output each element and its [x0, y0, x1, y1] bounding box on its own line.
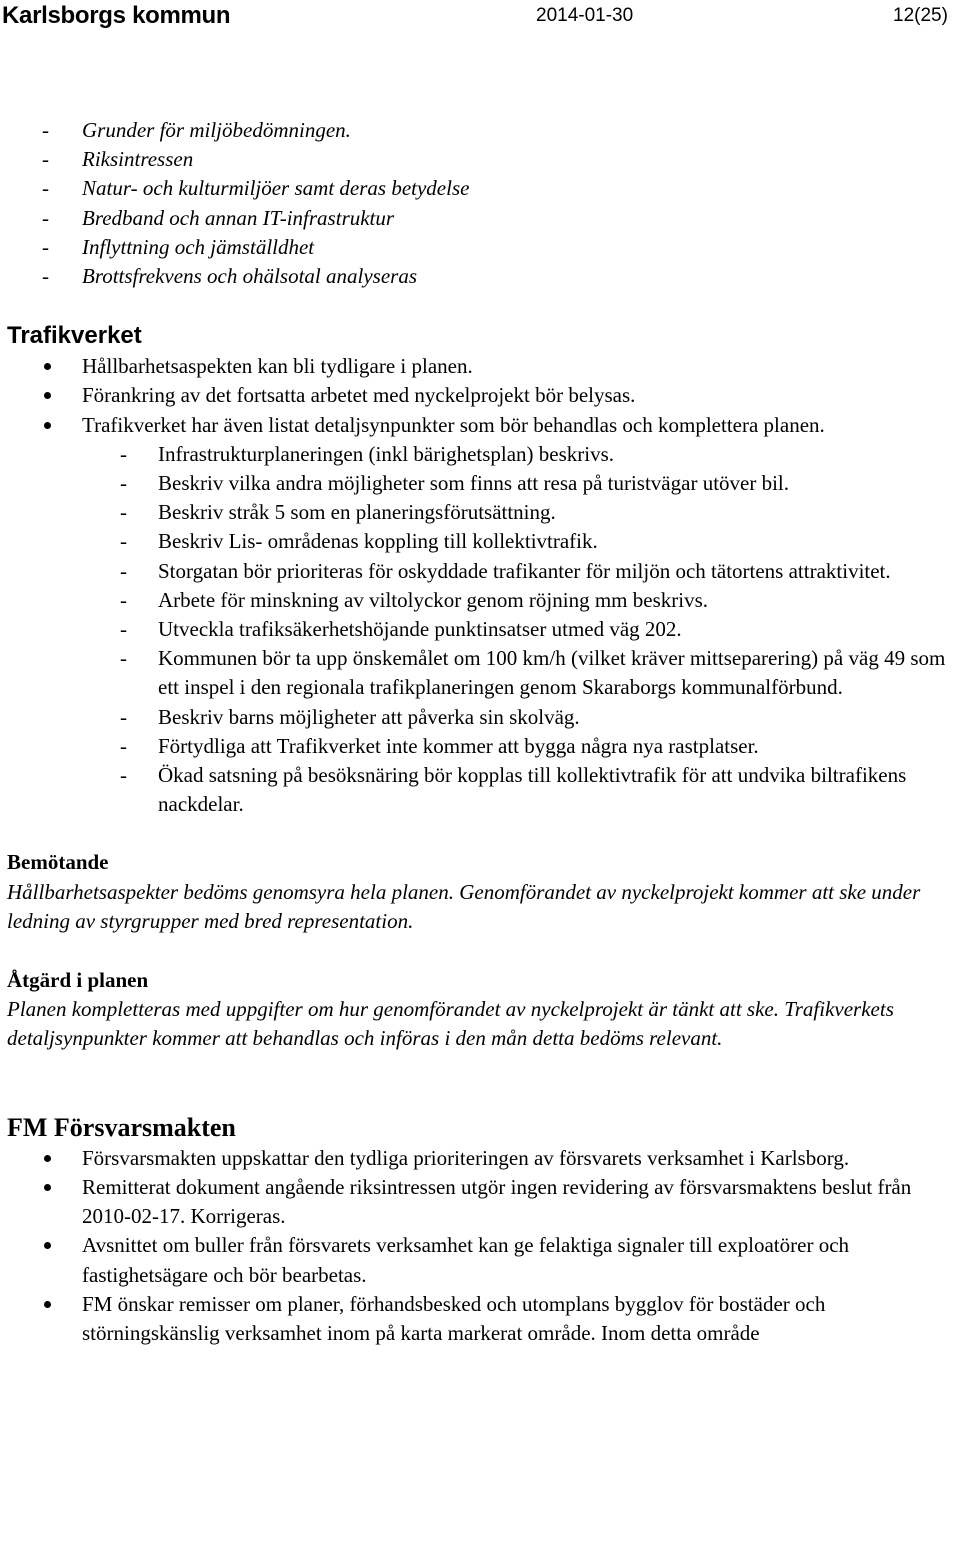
list-item: - Bredband och annan IT-infrastruktur — [0, 204, 960, 233]
atgard-text: Planen kompletteras med uppgifter om hur genomförandet av nyckelprojekt är tänkt att ske. Trafikverkets detaljsynpunkter kommer att behandlas och införas i den mån detta bedöms relevant. — [7, 997, 894, 1051]
list-item: - Riksintressen — [0, 145, 960, 174]
trafikverket-sub-items — [0, 440, 960, 820]
sub-item: - Ökad satsning på besöksnäring bör kopplas till kollektivtrafik för att undvika biltrafikens nackdelar. — [0, 761, 960, 819]
bullet-item: Remitterat dokument angående riksintressen utgör ingen revidering av försvarsmaktens beslut från 2010-02-17. Korrigeras. — [0, 1173, 960, 1231]
list-item: - Natur- och kulturmiljöer samt deras betydelse — [0, 174, 960, 203]
sub-item: - Kommunen bör ta upp önskemålet om 100 km/h (vilket kräver mittseparering) på väg 49 som ett inspel i den regionala trafikplaneringen genom Skaraborgs kommunalförbund. — [0, 644, 960, 702]
sub-item: - Arbete för minskning av viltolyckor genom röjning mm beskrivs. — [0, 586, 960, 615]
sub-item: - Beskriv Lis- områdenas koppling till kollektivtrafik. — [0, 527, 960, 556]
sub-item: - Storgatan bör prioriteras för oskyddade trafikanter för miljön och tätortens attraktivitet. — [0, 557, 960, 586]
sub-item: - Beskriv vilka andra möjligheter som finns att resa på turistvägar utöver bil. — [0, 469, 960, 498]
trafikverket-bullets — [0, 352, 960, 440]
bemotande-label: Bemötande — [7, 850, 109, 875]
bullet-item: Avsnittet om buller från försvarets verksamhet kan ge felaktiga signaler till exploatörer och fastighetsägare och bör bearbetas. — [0, 1231, 960, 1289]
atgard-label: Åtgärd i planen — [7, 968, 149, 993]
list-item: - Grunder för miljöbedömningen. — [0, 116, 960, 145]
header-date: 2014-01-30 — [536, 5, 634, 26]
bemotande-text: Hållbarhetsaspekter bedöms genomsyra hela planen. Genomförandet av nyckelprojekt kommer att ske under ledning av styrgrupper med bred representation. — [7, 879, 921, 933]
bullet-item: Trafikverket har även listat detaljsynpunkter som bör behandlas och komplettera planen. — [0, 411, 960, 440]
section-heading-trafikverket: Trafikverket — [7, 322, 142, 350]
bullet-item: Försvarsmakten uppskattar den tydliga prioriteringen av försvarets verksamhet i Karlsborg. — [0, 1144, 960, 1173]
sub-item: - Utveckla trafiksäkerhetshöjande punktinsatser utmed väg 202. — [0, 615, 960, 644]
intro-list — [0, 116, 960, 291]
sub-item: - Förtydliga att Trafikverket inte kommer att bygga några nya rastplatser. — [0, 732, 960, 761]
section-heading-forsvarsmakten: FM Försvarsmakten — [7, 1112, 236, 1142]
sub-item: - Beskriv stråk 5 som en planeringsförutsättning. — [0, 498, 960, 527]
sub-item: - Beskriv barns möjligheter att påverka sin skolväg. — [0, 703, 960, 732]
list-item: - Brottsfrekvens och ohälsotal analyseras — [0, 262, 960, 291]
forsvarsmakten-bullets — [0, 1144, 960, 1348]
bullet-item: Hållbarhetsaspekten kan bli tydligare i planen. — [0, 352, 960, 381]
list-item: - Inflyttning och jämställdhet — [0, 233, 960, 262]
bullet-item: FM önskar remisser om planer, förhandsbesked och utomplans bygglov för bostäder och störningskänslig verksamhet inom på karta markerat område. Inom detta område — [0, 1290, 960, 1348]
header-page-number: 12(25) — [893, 5, 948, 26]
document-body — [0, 116, 960, 1348]
bullet-item: Förankring av det fortsatta arbetet med nyckelprojekt bör belysas. — [0, 381, 960, 410]
sub-item: - Infrastrukturplaneringen (inkl bärighetsplan) beskrivs. — [0, 440, 960, 469]
page-header — [0, 0, 960, 34]
municipality-logo: Karlsborgs kommun — [2, 2, 231, 29]
